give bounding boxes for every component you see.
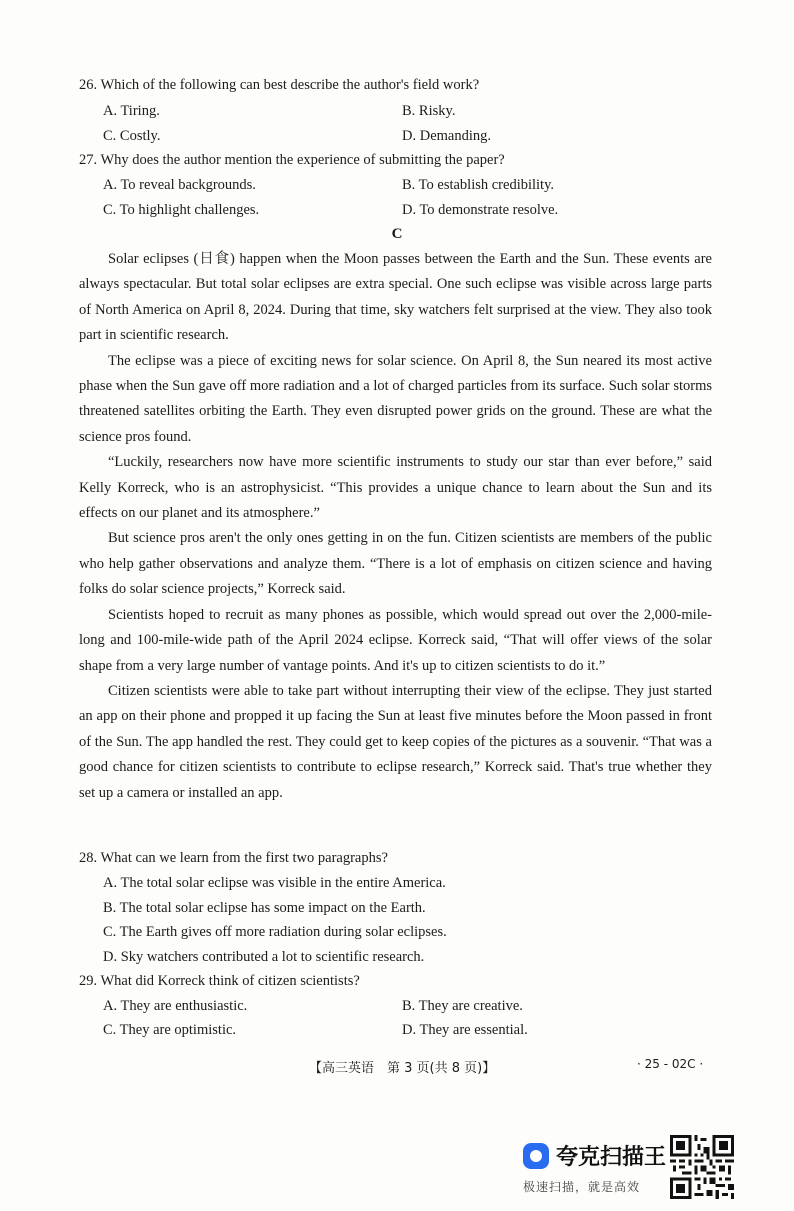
qr-code-icon: [670, 1135, 734, 1199]
passage-paragraph: “Luckily, researchers now have more scientific instruments to study our star than ever before,” said Kelly Korreck, who is an astrophysicist. “This provides a unique chance to learn about the Sun and its effects on our planet and its atmosphere.”: [79, 454, 712, 522]
q28-option-b: B. The total solar eclipse has some impact on the Earth.: [103, 900, 426, 916]
question-29: 29. What did Korreck think of citizen scientists?: [79, 973, 360, 989]
passage-paragraph: Scientists hoped to recruit as many phones as possible, which would spread out over the 2,000-mile-long and 100-mile-wide path of the April 2024 eclipse. Korreck said, “That will offer views of the solar shape from a very large number of vantage points. And it's up to citizen scientists to do it.”: [79, 606, 712, 674]
section-title: C: [391, 226, 403, 242]
brand-slogan: 极速扫描，就是高效: [523, 1180, 641, 1194]
page-footer-code: · 25 - 02C ·: [637, 1057, 704, 1071]
q26-option-b: B. Risky.: [402, 103, 456, 119]
question-28: 28. What can we learn from the first two paragraphs?: [79, 850, 388, 866]
q28-option-a: A. The total solar eclipse was visible in the entire America.: [103, 875, 446, 891]
q29-option-a: A. They are enthusiastic.: [103, 998, 248, 1014]
passage-paragraph: Solar eclipses (日食) happen when the Moon passes between the Earth and the Sun. These events are always spectacular. But total solar eclipses are extra special. One such eclipse was visible across large parts of North America on April 8, 2024. During that time, sky watchers felt surprised at the view. They also took part in scientific research.: [79, 251, 712, 344]
passage-paragraph: Citizen scientists were able to take part without interrupting their view of the eclipse. They just started an app on their phone and propped it up facing the Sun at least five minutes before the Moon passed in front of the Sun. The app handled the rest. They could get to keep copies of the pictures as a souvenir. “That was a good chance for citizen scientists to contribute to eclipse research,” Korreck said. That's true whether they set up a camera or installed an app.: [79, 682, 712, 801]
q29-option-d: D. They are essential.: [402, 1022, 528, 1038]
brand-name: 夸克扫描王: [556, 1145, 667, 1170]
question-26: 26. Which of the following can best describe the author's field work?: [79, 77, 480, 93]
q29-option-b: B. They are creative.: [402, 998, 523, 1014]
q27-option-a: A. To reveal backgrounds.: [103, 177, 256, 193]
q27-option-b: B. To establish credibility.: [402, 177, 555, 193]
passage-paragraph: But science pros aren't the only ones getting in on the fun. Citizen scientists are members of the public who help gather observations and analyze them. “There is a lot of emphasis on citizen science and having folks do solar science projects,” Korreck said.: [79, 530, 712, 598]
question-27: 27. Why does the author mention the experience of submitting the paper?: [79, 152, 505, 168]
q28-option-d: D. Sky watchers contributed a lot to scientific research.: [103, 949, 425, 965]
q28-option-c: C. The Earth gives off more radiation during solar eclipses.: [103, 924, 447, 940]
page-footer-title: 【高三英语 第 3 页(共 8 页)】: [309, 1061, 496, 1076]
q29-option-c: C. They are optimistic.: [103, 1022, 237, 1038]
scanner-watermark: [520, 1140, 670, 1200]
q27-option-d: D. To demonstrate resolve.: [402, 202, 559, 218]
passage-paragraph: The eclipse was a piece of exciting news for solar science. On April 8, the Sun neared its most active phase when the Sun gave off more radiation and a lot of charged particles from its surface. Such solar storms threatened satellites orbiting the Earth. They even disrupted power grids on the ground. These are what the science pros found.: [79, 352, 712, 445]
q26-option-d: D. Demanding.: [402, 128, 491, 144]
reading-passage: [79, 247, 712, 806]
quark-logo-icon: [523, 1143, 549, 1169]
q27-option-c: C. To highlight challenges.: [103, 202, 260, 218]
q26-option-c: C. Costly.: [103, 128, 161, 144]
q26-option-a: A. Tiring.: [103, 103, 160, 119]
